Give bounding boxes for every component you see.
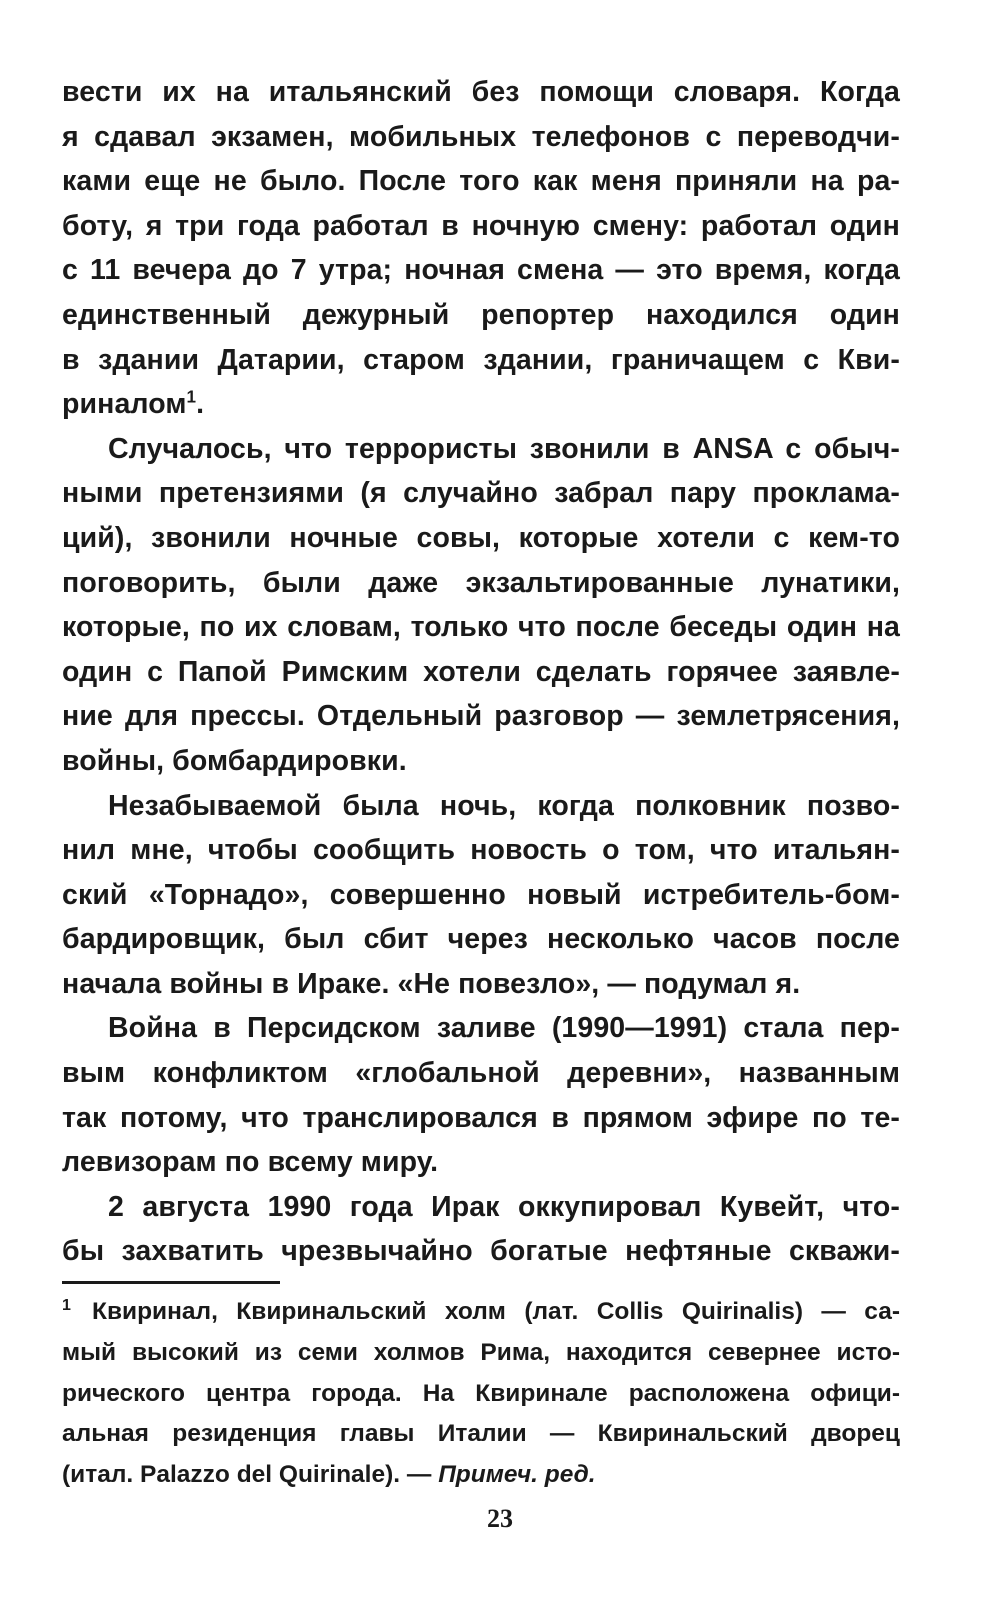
text-line: в здании Датарии, старом здании, граничащем с Кви- (62, 343, 900, 376)
text-line: с 11 вечера до 7 утра; ночная смена — это время, когда (62, 254, 900, 287)
text-line: ский «Торнадо», совершенно новый истребитель-бом- (62, 878, 900, 911)
text-line: нил мне, чтобы сообщить новость о том, что итальян- (62, 834, 900, 867)
text-line: Незабываемой была ночь, когда полковник позво- (108, 789, 900, 822)
footnote-line (62, 1455, 900, 1496)
text-line-with-footnote-ref (62, 382, 900, 427)
text-line: бардировщик, был сбит через несколько часов после (62, 923, 900, 956)
text-line: начала войны в Ираке. «Не повезло», — подумал я. (62, 967, 801, 1000)
text-line: левизорам по всему миру. (62, 1146, 439, 1179)
text-line: поговорить, были даже экзальтированные лунатики, (62, 566, 900, 599)
footnote-line: альная резиденция главы Италии — Квиринальский дворец (62, 1420, 900, 1448)
text-line: один с Папой Римским хотели сделать горячее заявле- (62, 655, 900, 688)
footnote-text: (итал. Palazzo del Quirinale). — (62, 1461, 439, 1489)
footnote-mark: 1 (62, 1297, 71, 1314)
footnote-line: рического центра города. На Квиринале расположена офици- (62, 1379, 900, 1407)
text-line: бы захватить чрезвычайно богатые нефтяные скважи- (62, 1235, 900, 1268)
editor-note: Примеч. ред. (438, 1461, 596, 1489)
text-fragment: . (196, 388, 205, 421)
text-line: ками еще не было. После того как меня приняли на ра- (62, 165, 900, 198)
text-line: я сдавал экзамен, мобильных телефонов с переводчи- (62, 120, 900, 153)
footnote-line: мый высокий из семи холмов Рима, находится севернее исто- (62, 1338, 900, 1366)
footnote (62, 1292, 900, 1496)
text-line: так потому, что транслировался в прямом эфире по те- (62, 1101, 900, 1134)
text-line: вым конфликтом «глобальной деревни», названным (62, 1057, 900, 1090)
text-line: боту, я три года работал в ночную смену: работал один (62, 209, 900, 242)
text-line: Случалось, что террористы звонили в ANSA с обыч- (108, 432, 900, 465)
text-line: ние для прессы. Отдельный разговор — землетрясения, (62, 700, 900, 733)
footnote-text: Квиринал, Квиринальский холм (лат. Collis Quirinalis) — са- (92, 1298, 900, 1325)
text-fragment: риналом (62, 388, 187, 421)
footnote-divider (62, 1281, 280, 1284)
text-line: вести их на итальянский без помощи словаря. Когда (62, 76, 900, 108)
text-line: войны, бомбардировки. (62, 744, 407, 777)
footnote-line (62, 1292, 900, 1333)
text-line: 2 августа 1990 года Ирак оккупировал Кувейт, что- (108, 1190, 900, 1223)
page-number: 23 (487, 1504, 513, 1533)
text-line: ций), звонили ночные совы, которые хотели с кем-то (62, 521, 900, 554)
text-line: ными претензиями (я случайно забрал пару проклама- (62, 477, 900, 510)
footnote-reference: 1 (186, 387, 197, 407)
text-line: Война в Персидском заливе (1990—1991) стала пер- (108, 1012, 900, 1045)
text-line: единственный дежурный репортер находился один (62, 298, 900, 331)
text-line: которые, по их словам, только что после беседы один на (62, 611, 900, 644)
main-text (62, 70, 900, 1274)
